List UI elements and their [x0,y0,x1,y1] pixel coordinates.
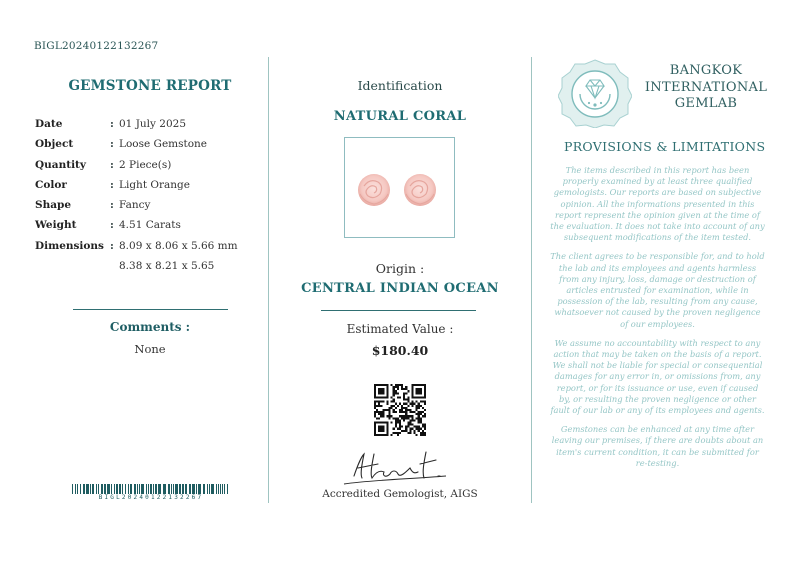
detail-label: Dimensions [35,239,104,252]
detail-value: 8.38 x 8.21 x 5.65 [119,260,215,273]
origin-value: CENTRAL INDIAN OCEAN [301,281,499,296]
lab-name-line: GEMLAB [674,96,738,111]
gemstone-photo [344,137,455,238]
provisions-title: PROVISIONS & LIMITATIONS [564,139,766,154]
provisions-paragraph: Gemstones can be enhanced at any time after leaving our premises, if there are doubts about an item's current condition, it can be submitted for re-testing. [551,424,764,468]
provisions-paragraph: We assume no accountability with respect to any action that may be taken on the basis of a report. We shall not be liable for special or consequential damages for any error in, or omissions from, any report, or for its issuance or use, even if caused by, or resulting the proven negligence or other fault of our lab or any of its employees and agents. [550,337,765,416]
detail-label: Date [35,118,63,130]
origin-label: Origin : [375,261,425,276]
detail-label: Shape [35,199,72,212]
detail-label: Quantity [35,158,87,171]
lab-name-line: INTERNATIONAL [644,79,768,95]
detail-value: 2 Piece(s) [119,158,172,171]
lab-name [640,63,772,113]
detail-label: Weight [35,219,77,232]
coral-stones-image [345,138,454,237]
gemologist-signature [340,446,460,488]
estimated-value: $180.40 [371,343,429,358]
provisions-paragraph: The items described in this report has been properly examined by at least three qualified gemologists. Our reports are based on subjective opinion. All the informations presented in this report represent the opinion given at the time of the evaluation. It does not take into account of any subsequent modifications of the item tested. [550,165,765,243]
provisions-paragraph: The client agrees to be responsible for, and to hold the lab and its employees and agents harmless from any injury, loss, damage or destruction of articles entrusted for examination, while in possession of the lab, resulting from any cause, whatsoever not caused by the proven negligence of our employees. [550,251,765,329]
comments-label: Comments : [109,320,191,334]
detail-value: 8.09 x 8.06 x 5.66 mm [119,239,238,252]
lab-name-line: BANGKOK [669,63,743,78]
detail-value: Light Orange [119,178,190,191]
detail-value: 01 July 2025 [119,118,187,130]
identification-label: Identification [357,78,443,93]
detail-label: Color [35,178,67,191]
divider-left [268,57,269,503]
comments-value: None [134,342,166,356]
barcode-text: BIGL20240122132267 [98,494,204,501]
detail-label: Object [35,138,74,151]
divider-right [531,57,532,503]
detail-value: 4.51 Carats [119,219,181,232]
gemologist-title: Accredited Gemologist, AIGS [322,488,478,500]
gemlab-logo-icon [558,58,632,128]
origin-divider [321,310,476,311]
gem-name: NATURAL CORAL [333,109,467,124]
comments-divider [73,309,228,310]
detail-value: Loose Gemstone [119,138,208,151]
provisions-text [550,165,765,477]
qr-code [374,384,426,436]
detail-value: Fancy [119,199,151,212]
report-id: BIGL20240122132267 [34,40,159,52]
report-title: GEMSTONE REPORT [68,78,232,94]
estimated-value-label: Estimated Value : [346,322,454,336]
